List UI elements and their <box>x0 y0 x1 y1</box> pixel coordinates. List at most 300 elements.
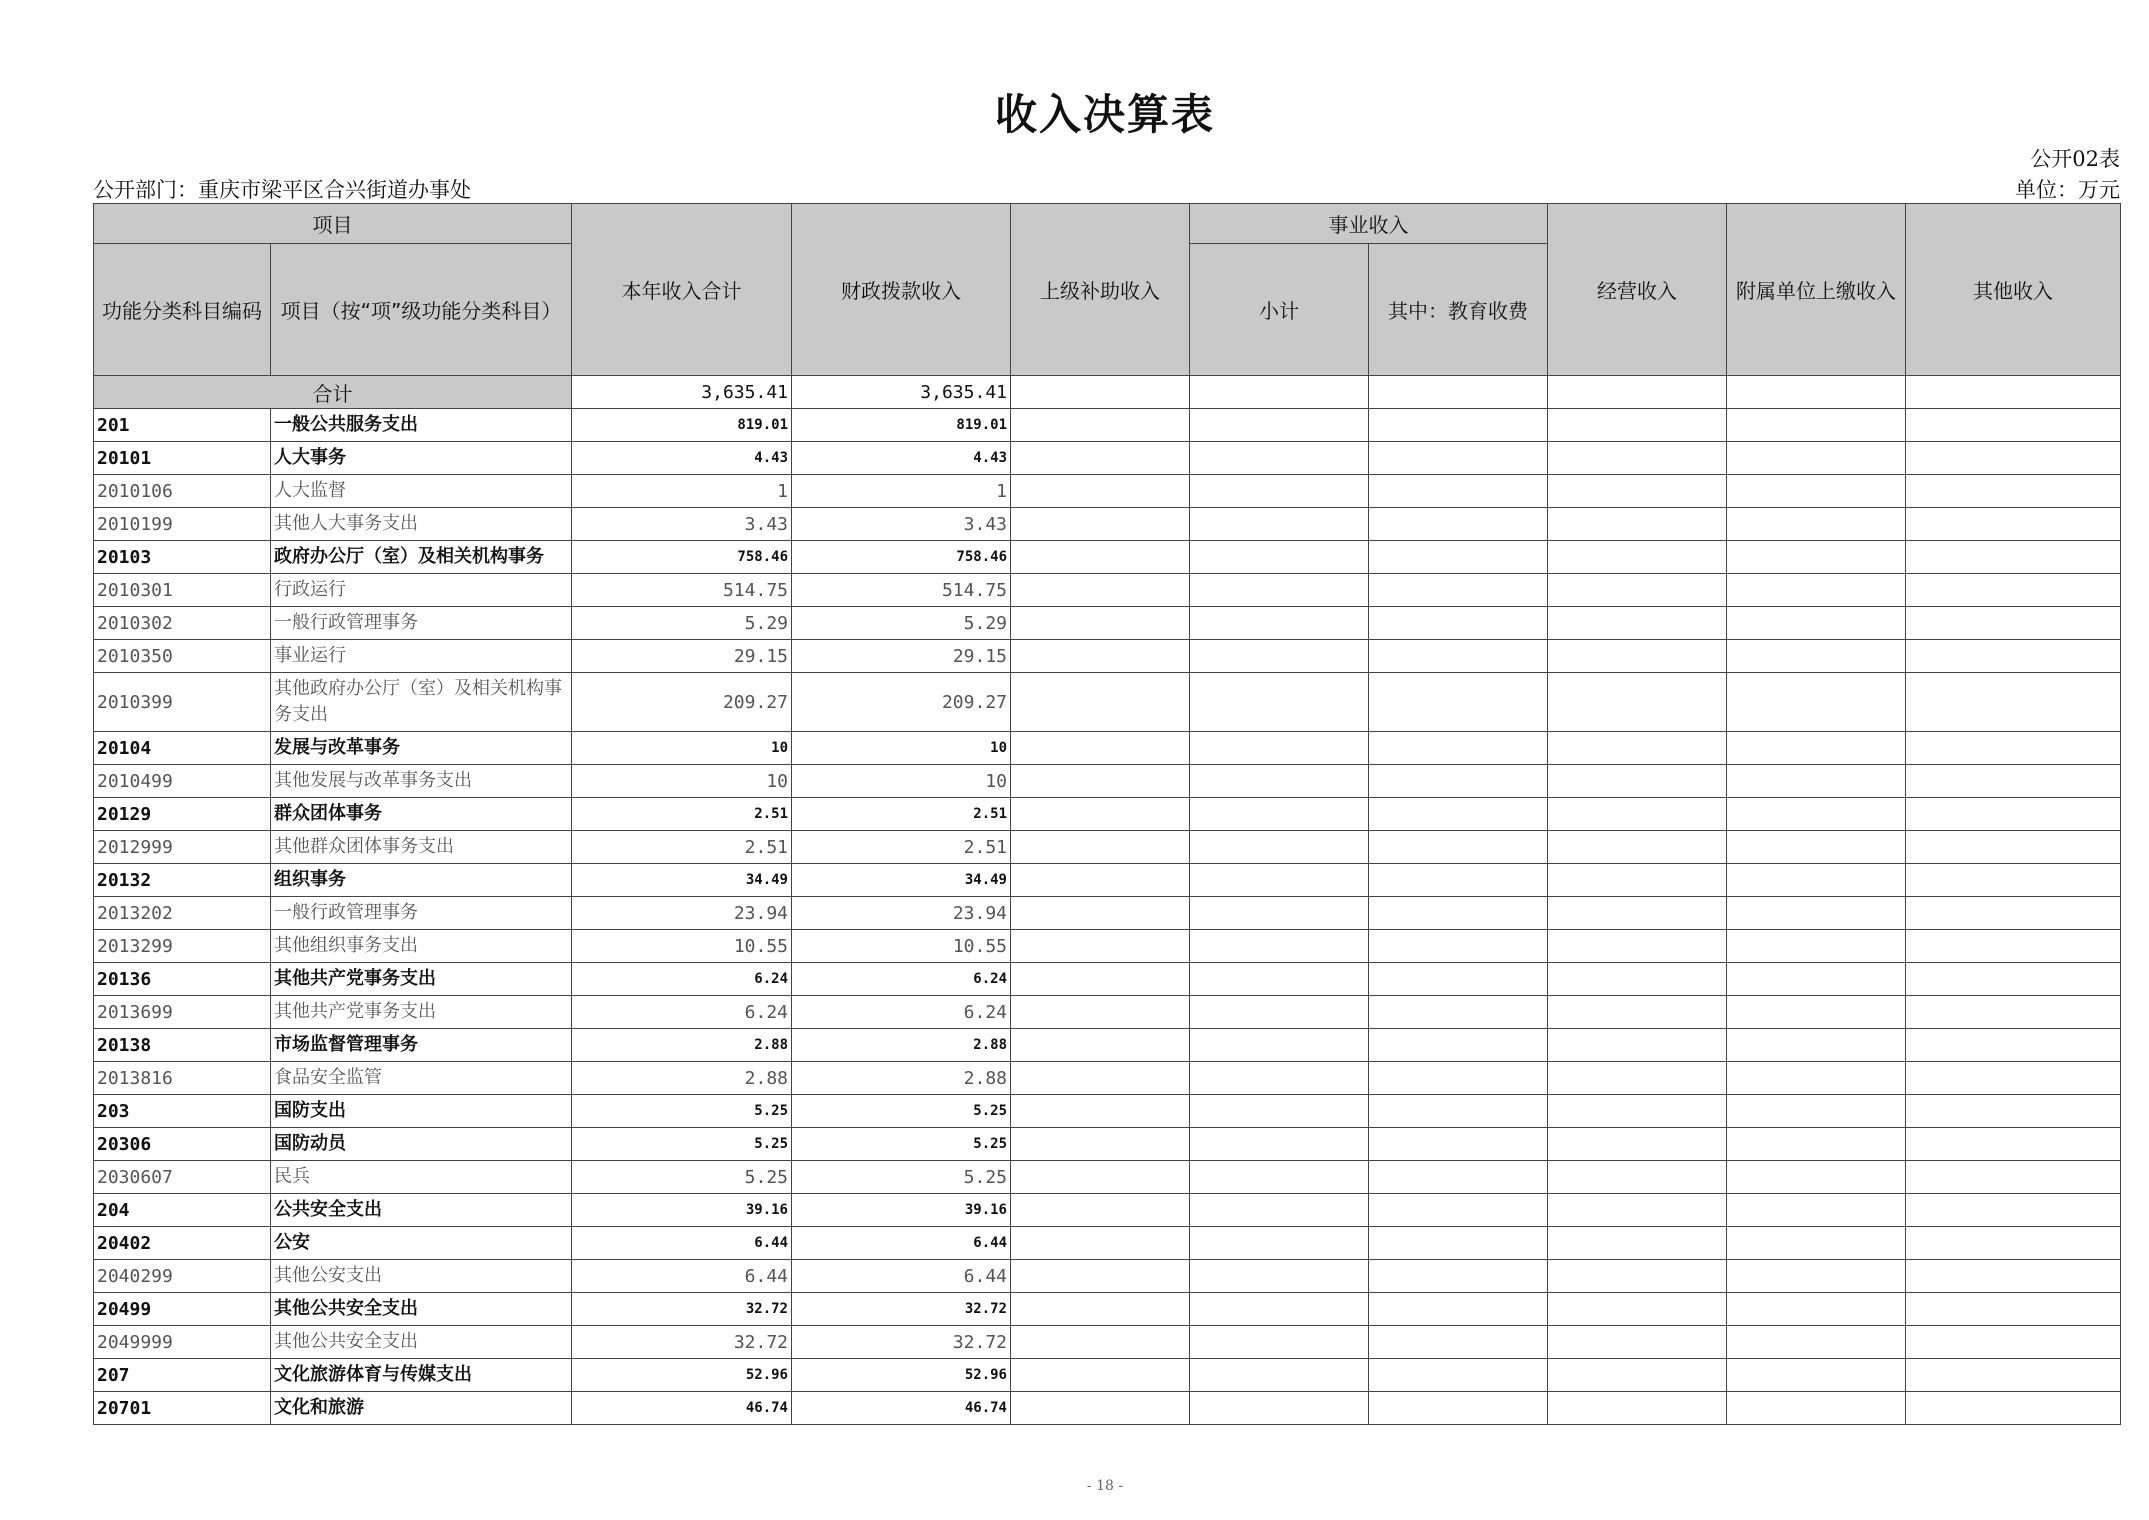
empty-cell <box>1906 963 2121 996</box>
empty-cell <box>1727 1260 1906 1293</box>
empty-cell <box>1906 1194 2121 1227</box>
code-cell: 2010199 <box>94 508 271 541</box>
page-number: - 18 - <box>1086 1478 1124 1494</box>
empty-cell <box>1727 864 1906 897</box>
empty-cell <box>1906 640 2121 673</box>
total-income-cell: 6.24 <box>572 963 792 996</box>
empty-cell <box>1548 541 1727 574</box>
fiscal-income-cell: 46.74 <box>792 1392 1011 1425</box>
fiscal-income-cell: 6.24 <box>792 996 1011 1029</box>
total-income-cell: 46.74 <box>572 1392 792 1425</box>
table-row <box>94 1029 2121 1062</box>
empty-cell <box>1011 732 1190 765</box>
fiscal-income-cell: 32.72 <box>792 1293 1011 1326</box>
table-row <box>94 1260 2121 1293</box>
empty-cell <box>1906 996 2121 1029</box>
name-cell: 国防支出 <box>271 1095 572 1128</box>
code-cell: 2049999 <box>94 1326 271 1359</box>
header-name: 项目（按“项”级功能分类科目） <box>271 244 572 376</box>
empty-cell <box>1727 765 1906 798</box>
empty-cell <box>1011 541 1190 574</box>
empty-cell <box>1369 640 1548 673</box>
empty-cell <box>1369 409 1548 442</box>
empty-cell <box>1548 673 1727 732</box>
code-cell: 20101 <box>94 442 271 475</box>
total-income-cell: 3.43 <box>572 508 792 541</box>
empty-cell <box>1369 930 1548 963</box>
code-cell: 20136 <box>94 963 271 996</box>
header-affiliated: 附属单位上缴收入 <box>1727 204 1906 376</box>
header-code: 功能分类科目编码 <box>94 244 271 376</box>
empty-cell <box>1011 1227 1190 1260</box>
fiscal-income-cell: 52.96 <box>792 1359 1011 1392</box>
name-cell: 食品安全监管 <box>271 1062 572 1095</box>
empty-cell <box>1011 798 1190 831</box>
empty-cell <box>1011 475 1190 508</box>
empty-cell <box>1011 673 1190 732</box>
empty-cell <box>1906 376 2121 409</box>
table-row <box>94 409 2121 442</box>
total-income-cell: 1 <box>572 475 792 508</box>
code-cell: 2010106 <box>94 475 271 508</box>
name-cell: 其他公共安全支出 <box>271 1293 572 1326</box>
total-income-cell: 2.51 <box>572 798 792 831</box>
name-cell: 群众团体事务 <box>271 798 572 831</box>
empty-cell <box>1727 409 1906 442</box>
empty-cell <box>1548 1260 1727 1293</box>
empty-cell <box>1548 1029 1727 1062</box>
fiscal-income-cell: 2.51 <box>792 798 1011 831</box>
header-business: 事业收入 <box>1190 204 1548 244</box>
empty-cell <box>1369 963 1548 996</box>
total-income-cell: 209.27 <box>572 673 792 732</box>
fiscal-income-cell: 209.27 <box>792 673 1011 732</box>
name-cell: 发展与改革事务 <box>271 732 572 765</box>
empty-cell <box>1548 1161 1727 1194</box>
empty-cell <box>1906 831 2121 864</box>
empty-cell <box>1190 409 1369 442</box>
header-total: 本年收入合计 <box>572 204 792 376</box>
empty-cell <box>1011 376 1190 409</box>
empty-cell <box>1548 798 1727 831</box>
total-income-cell: 3,635.41 <box>572 376 792 409</box>
empty-cell <box>1190 1128 1369 1161</box>
code-cell: 2010499 <box>94 765 271 798</box>
name-cell: 文化和旅游 <box>271 1392 572 1425</box>
table-row <box>94 864 2121 897</box>
empty-cell <box>1727 1194 1906 1227</box>
empty-cell <box>1369 732 1548 765</box>
name-cell: 市场监督管理事务 <box>271 1029 572 1062</box>
empty-cell <box>1727 1062 1906 1095</box>
table-row <box>94 640 2121 673</box>
table-row <box>94 1227 2121 1260</box>
empty-cell <box>1727 475 1906 508</box>
empty-cell <box>1727 1161 1906 1194</box>
empty-cell <box>1906 1029 2121 1062</box>
empty-cell <box>1548 765 1727 798</box>
name-cell: 组织事务 <box>271 864 572 897</box>
total-income-cell: 10 <box>572 765 792 798</box>
fiscal-income-cell: 34.49 <box>792 864 1011 897</box>
empty-cell <box>1369 798 1548 831</box>
empty-cell <box>1727 376 1906 409</box>
empty-cell <box>1190 475 1369 508</box>
code-cell: 20402 <box>94 1227 271 1260</box>
fiscal-income-cell: 6.24 <box>792 963 1011 996</box>
empty-cell <box>1906 442 2121 475</box>
empty-cell <box>1906 541 2121 574</box>
name-cell: 民兵 <box>271 1161 572 1194</box>
total-income-cell: 819.01 <box>572 409 792 442</box>
table-row <box>94 996 2121 1029</box>
fiscal-income-cell: 2.88 <box>792 1029 1011 1062</box>
empty-cell <box>1190 963 1369 996</box>
empty-cell <box>1369 864 1548 897</box>
empty-cell <box>1906 673 2121 732</box>
fiscal-income-cell: 6.44 <box>792 1227 1011 1260</box>
empty-cell <box>1727 930 1906 963</box>
total-income-cell: 34.49 <box>572 864 792 897</box>
fiscal-income-cell: 39.16 <box>792 1194 1011 1227</box>
name-cell: 公安 <box>271 1227 572 1260</box>
empty-cell <box>1011 897 1190 930</box>
name-cell: 人大事务 <box>271 442 572 475</box>
empty-cell <box>1190 732 1369 765</box>
empty-cell <box>1906 864 2121 897</box>
name-cell: 文化旅游体育与传媒支出 <box>271 1359 572 1392</box>
empty-cell <box>1011 1194 1190 1227</box>
empty-cell <box>1548 1194 1727 1227</box>
empty-cell <box>1369 508 1548 541</box>
empty-cell <box>1727 1029 1906 1062</box>
code-cell: 2010301 <box>94 574 271 607</box>
empty-cell <box>1190 930 1369 963</box>
name-cell: 其他共产党事务支出 <box>271 963 572 996</box>
name-cell: 政府办公厅（室）及相关机构事务 <box>271 541 572 574</box>
empty-cell <box>1011 1359 1190 1392</box>
empty-cell <box>1369 1062 1548 1095</box>
total-income-cell: 29.15 <box>572 640 792 673</box>
name-cell: 其他公共安全支出 <box>271 1326 572 1359</box>
empty-cell <box>1906 508 2121 541</box>
empty-cell <box>1548 897 1727 930</box>
empty-cell <box>1906 607 2121 640</box>
unit-label: 单位：万元 <box>2015 178 2120 202</box>
empty-cell <box>1727 442 1906 475</box>
header-subtotal: 小计 <box>1190 244 1369 376</box>
empty-cell <box>1011 765 1190 798</box>
table-row <box>94 930 2121 963</box>
empty-cell <box>1727 1128 1906 1161</box>
empty-cell <box>1727 996 1906 1029</box>
empty-cell <box>1906 897 2121 930</box>
total-income-cell: 32.72 <box>572 1326 792 1359</box>
fiscal-income-cell: 23.94 <box>792 897 1011 930</box>
code-cell: 2012999 <box>94 831 271 864</box>
empty-cell <box>1369 376 1548 409</box>
total-income-cell: 6.24 <box>572 996 792 1029</box>
code-cell: 20138 <box>94 1029 271 1062</box>
empty-cell <box>1548 640 1727 673</box>
table-row <box>94 1359 2121 1392</box>
empty-cell <box>1369 1095 1548 1128</box>
fiscal-income-cell: 29.15 <box>792 640 1011 673</box>
total-fiscal-cell: 3,635.41 <box>792 376 1011 409</box>
empty-cell <box>1369 1029 1548 1062</box>
empty-cell <box>1190 765 1369 798</box>
empty-cell <box>1011 996 1190 1029</box>
table-row <box>94 1128 2121 1161</box>
empty-cell <box>1369 541 1548 574</box>
empty-cell <box>1906 1293 2121 1326</box>
code-cell: 2013202 <box>94 897 271 930</box>
code-cell: 207 <box>94 1359 271 1392</box>
empty-cell <box>1727 1359 1906 1392</box>
empty-cell <box>1727 574 1906 607</box>
empty-cell <box>1548 376 1727 409</box>
empty-cell <box>1548 607 1727 640</box>
code-cell: 20104 <box>94 732 271 765</box>
empty-cell <box>1906 1161 2121 1194</box>
empty-cell <box>1548 574 1727 607</box>
empty-cell <box>1369 475 1548 508</box>
empty-cell <box>1369 1227 1548 1260</box>
empty-cell <box>1369 574 1548 607</box>
fiscal-income-cell: 10 <box>792 765 1011 798</box>
empty-cell <box>1548 996 1727 1029</box>
table-row <box>94 1326 2121 1359</box>
code-cell: 2013299 <box>94 930 271 963</box>
empty-cell <box>1011 1326 1190 1359</box>
empty-cell <box>1548 1062 1727 1095</box>
table-row <box>94 765 2121 798</box>
code-cell: 204 <box>94 1194 271 1227</box>
total-income-cell: 6.44 <box>572 1227 792 1260</box>
empty-cell <box>1369 1359 1548 1392</box>
empty-cell <box>1906 1392 2121 1425</box>
empty-cell <box>1727 963 1906 996</box>
code-cell: 20499 <box>94 1293 271 1326</box>
code-cell: 20306 <box>94 1128 271 1161</box>
fiscal-income-cell: 819.01 <box>792 409 1011 442</box>
total-income-cell: 32.72 <box>572 1293 792 1326</box>
code-cell: 20129 <box>94 798 271 831</box>
empty-cell <box>1727 607 1906 640</box>
empty-cell <box>1369 1194 1548 1227</box>
empty-cell <box>1548 1095 1727 1128</box>
table-row <box>94 1293 2121 1326</box>
fiscal-income-cell: 758.46 <box>792 541 1011 574</box>
table-row <box>94 442 2121 475</box>
name-cell: 其他组织事务支出 <box>271 930 572 963</box>
empty-cell <box>1548 831 1727 864</box>
empty-cell <box>1548 1128 1727 1161</box>
empty-cell <box>1011 1029 1190 1062</box>
total-income-cell: 6.44 <box>572 1260 792 1293</box>
empty-cell <box>1011 1293 1190 1326</box>
empty-cell <box>1190 996 1369 1029</box>
code-cell: 2013816 <box>94 1062 271 1095</box>
name-cell: 行政运行 <box>271 574 572 607</box>
name-cell: 其他公安支出 <box>271 1260 572 1293</box>
empty-cell <box>1548 1392 1727 1425</box>
total-row <box>94 376 2121 409</box>
empty-cell <box>1548 508 1727 541</box>
empty-cell <box>1906 765 2121 798</box>
empty-cell <box>1369 442 1548 475</box>
empty-cell <box>1369 1293 1548 1326</box>
code-cell: 20132 <box>94 864 271 897</box>
header-superior: 上级补助收入 <box>1011 204 1190 376</box>
empty-cell <box>1190 1260 1369 1293</box>
empty-cell <box>1369 1128 1548 1161</box>
empty-cell <box>1190 1392 1369 1425</box>
empty-cell <box>1190 864 1369 897</box>
empty-cell <box>1369 1161 1548 1194</box>
empty-cell <box>1906 574 2121 607</box>
income-final-accounts-table <box>93 203 2121 1425</box>
name-cell: 一般行政管理事务 <box>271 607 572 640</box>
empty-cell <box>1369 1326 1548 1359</box>
empty-cell <box>1011 1260 1190 1293</box>
fiscal-income-cell: 1 <box>792 475 1011 508</box>
empty-cell <box>1548 442 1727 475</box>
header-fiscal: 财政拨款收入 <box>792 204 1011 376</box>
code-cell: 2030607 <box>94 1161 271 1194</box>
department-label: 公开部门：重庆市梁平区合兴街道办事处 <box>93 178 471 202</box>
table-row <box>94 1194 2121 1227</box>
empty-cell <box>1369 673 1548 732</box>
empty-cell <box>1727 897 1906 930</box>
empty-cell <box>1369 897 1548 930</box>
total-income-cell: 2.88 <box>572 1029 792 1062</box>
empty-cell <box>1190 1326 1369 1359</box>
empty-cell <box>1906 798 2121 831</box>
code-cell: 2010350 <box>94 640 271 673</box>
header-education: 其中：教育收费 <box>1369 244 1548 376</box>
fiscal-income-cell: 5.25 <box>792 1095 1011 1128</box>
empty-cell <box>1548 732 1727 765</box>
code-cell: 2010399 <box>94 673 271 732</box>
empty-cell <box>1727 732 1906 765</box>
empty-cell <box>1727 1326 1906 1359</box>
empty-cell <box>1190 897 1369 930</box>
table-row <box>94 798 2121 831</box>
empty-cell <box>1011 442 1190 475</box>
fiscal-income-cell: 6.44 <box>792 1260 1011 1293</box>
table-row <box>94 475 2121 508</box>
total-income-cell: 5.25 <box>572 1161 792 1194</box>
name-cell: 国防动员 <box>271 1128 572 1161</box>
empty-cell <box>1011 864 1190 897</box>
empty-cell <box>1906 732 2121 765</box>
table-row <box>94 1392 2121 1425</box>
fiscal-income-cell: 32.72 <box>792 1326 1011 1359</box>
code-cell: 20103 <box>94 541 271 574</box>
empty-cell <box>1190 1062 1369 1095</box>
empty-cell <box>1190 673 1369 732</box>
name-cell: 其他群众团体事务支出 <box>271 831 572 864</box>
name-cell: 一般公共服务支出 <box>271 409 572 442</box>
empty-cell <box>1548 864 1727 897</box>
empty-cell <box>1727 798 1906 831</box>
fiscal-income-cell: 2.88 <box>792 1062 1011 1095</box>
empty-cell <box>1190 1194 1369 1227</box>
empty-cell <box>1011 963 1190 996</box>
empty-cell <box>1548 409 1727 442</box>
fiscal-income-cell: 10.55 <box>792 930 1011 963</box>
name-cell: 公共安全支出 <box>271 1194 572 1227</box>
total-income-cell: 10.55 <box>572 930 792 963</box>
fiscal-income-cell: 4.43 <box>792 442 1011 475</box>
name-cell: 其他发展与改革事务支出 <box>271 765 572 798</box>
empty-cell <box>1727 673 1906 732</box>
empty-cell <box>1548 1326 1727 1359</box>
empty-cell <box>1190 376 1369 409</box>
empty-cell <box>1190 607 1369 640</box>
empty-cell <box>1011 930 1190 963</box>
empty-cell <box>1548 930 1727 963</box>
table-row <box>94 541 2121 574</box>
empty-cell <box>1190 831 1369 864</box>
empty-cell <box>1727 1293 1906 1326</box>
empty-cell <box>1011 640 1190 673</box>
table-row <box>94 508 2121 541</box>
empty-cell <box>1727 508 1906 541</box>
table-row <box>94 897 2121 930</box>
header-project: 项目 <box>94 204 572 244</box>
empty-cell <box>1011 508 1190 541</box>
empty-cell <box>1011 1062 1190 1095</box>
empty-cell <box>1727 1227 1906 1260</box>
table-row <box>94 732 2121 765</box>
empty-cell <box>1727 1095 1906 1128</box>
total-income-cell: 5.29 <box>572 607 792 640</box>
name-cell: 一般行政管理事务 <box>271 897 572 930</box>
empty-cell <box>1011 1128 1190 1161</box>
empty-cell <box>1727 1392 1906 1425</box>
empty-cell <box>1190 541 1369 574</box>
empty-cell <box>1906 1227 2121 1260</box>
empty-cell <box>1190 442 1369 475</box>
empty-cell <box>1011 1392 1190 1425</box>
form-number: 公开02表 <box>2030 147 2120 171</box>
empty-cell <box>1548 963 1727 996</box>
empty-cell <box>1369 1392 1548 1425</box>
total-income-cell: 758.46 <box>572 541 792 574</box>
empty-cell <box>1906 475 2121 508</box>
empty-cell <box>1906 930 2121 963</box>
empty-cell <box>1190 1161 1369 1194</box>
empty-cell <box>1369 996 1548 1029</box>
fiscal-income-cell: 5.25 <box>792 1161 1011 1194</box>
empty-cell <box>1011 1161 1190 1194</box>
code-cell: 203 <box>94 1095 271 1128</box>
fiscal-income-cell: 3.43 <box>792 508 1011 541</box>
code-cell: 2040299 <box>94 1260 271 1293</box>
empty-cell <box>1906 1359 2121 1392</box>
empty-cell <box>1548 1293 1727 1326</box>
empty-cell <box>1190 1359 1369 1392</box>
total-income-cell: 2.51 <box>572 831 792 864</box>
empty-cell <box>1190 640 1369 673</box>
header-operating: 经营收入 <box>1548 204 1727 376</box>
empty-cell <box>1190 1095 1369 1128</box>
total-income-cell: 23.94 <box>572 897 792 930</box>
name-cell: 其他共产党事务支出 <box>271 996 572 1029</box>
empty-cell <box>1548 1227 1727 1260</box>
